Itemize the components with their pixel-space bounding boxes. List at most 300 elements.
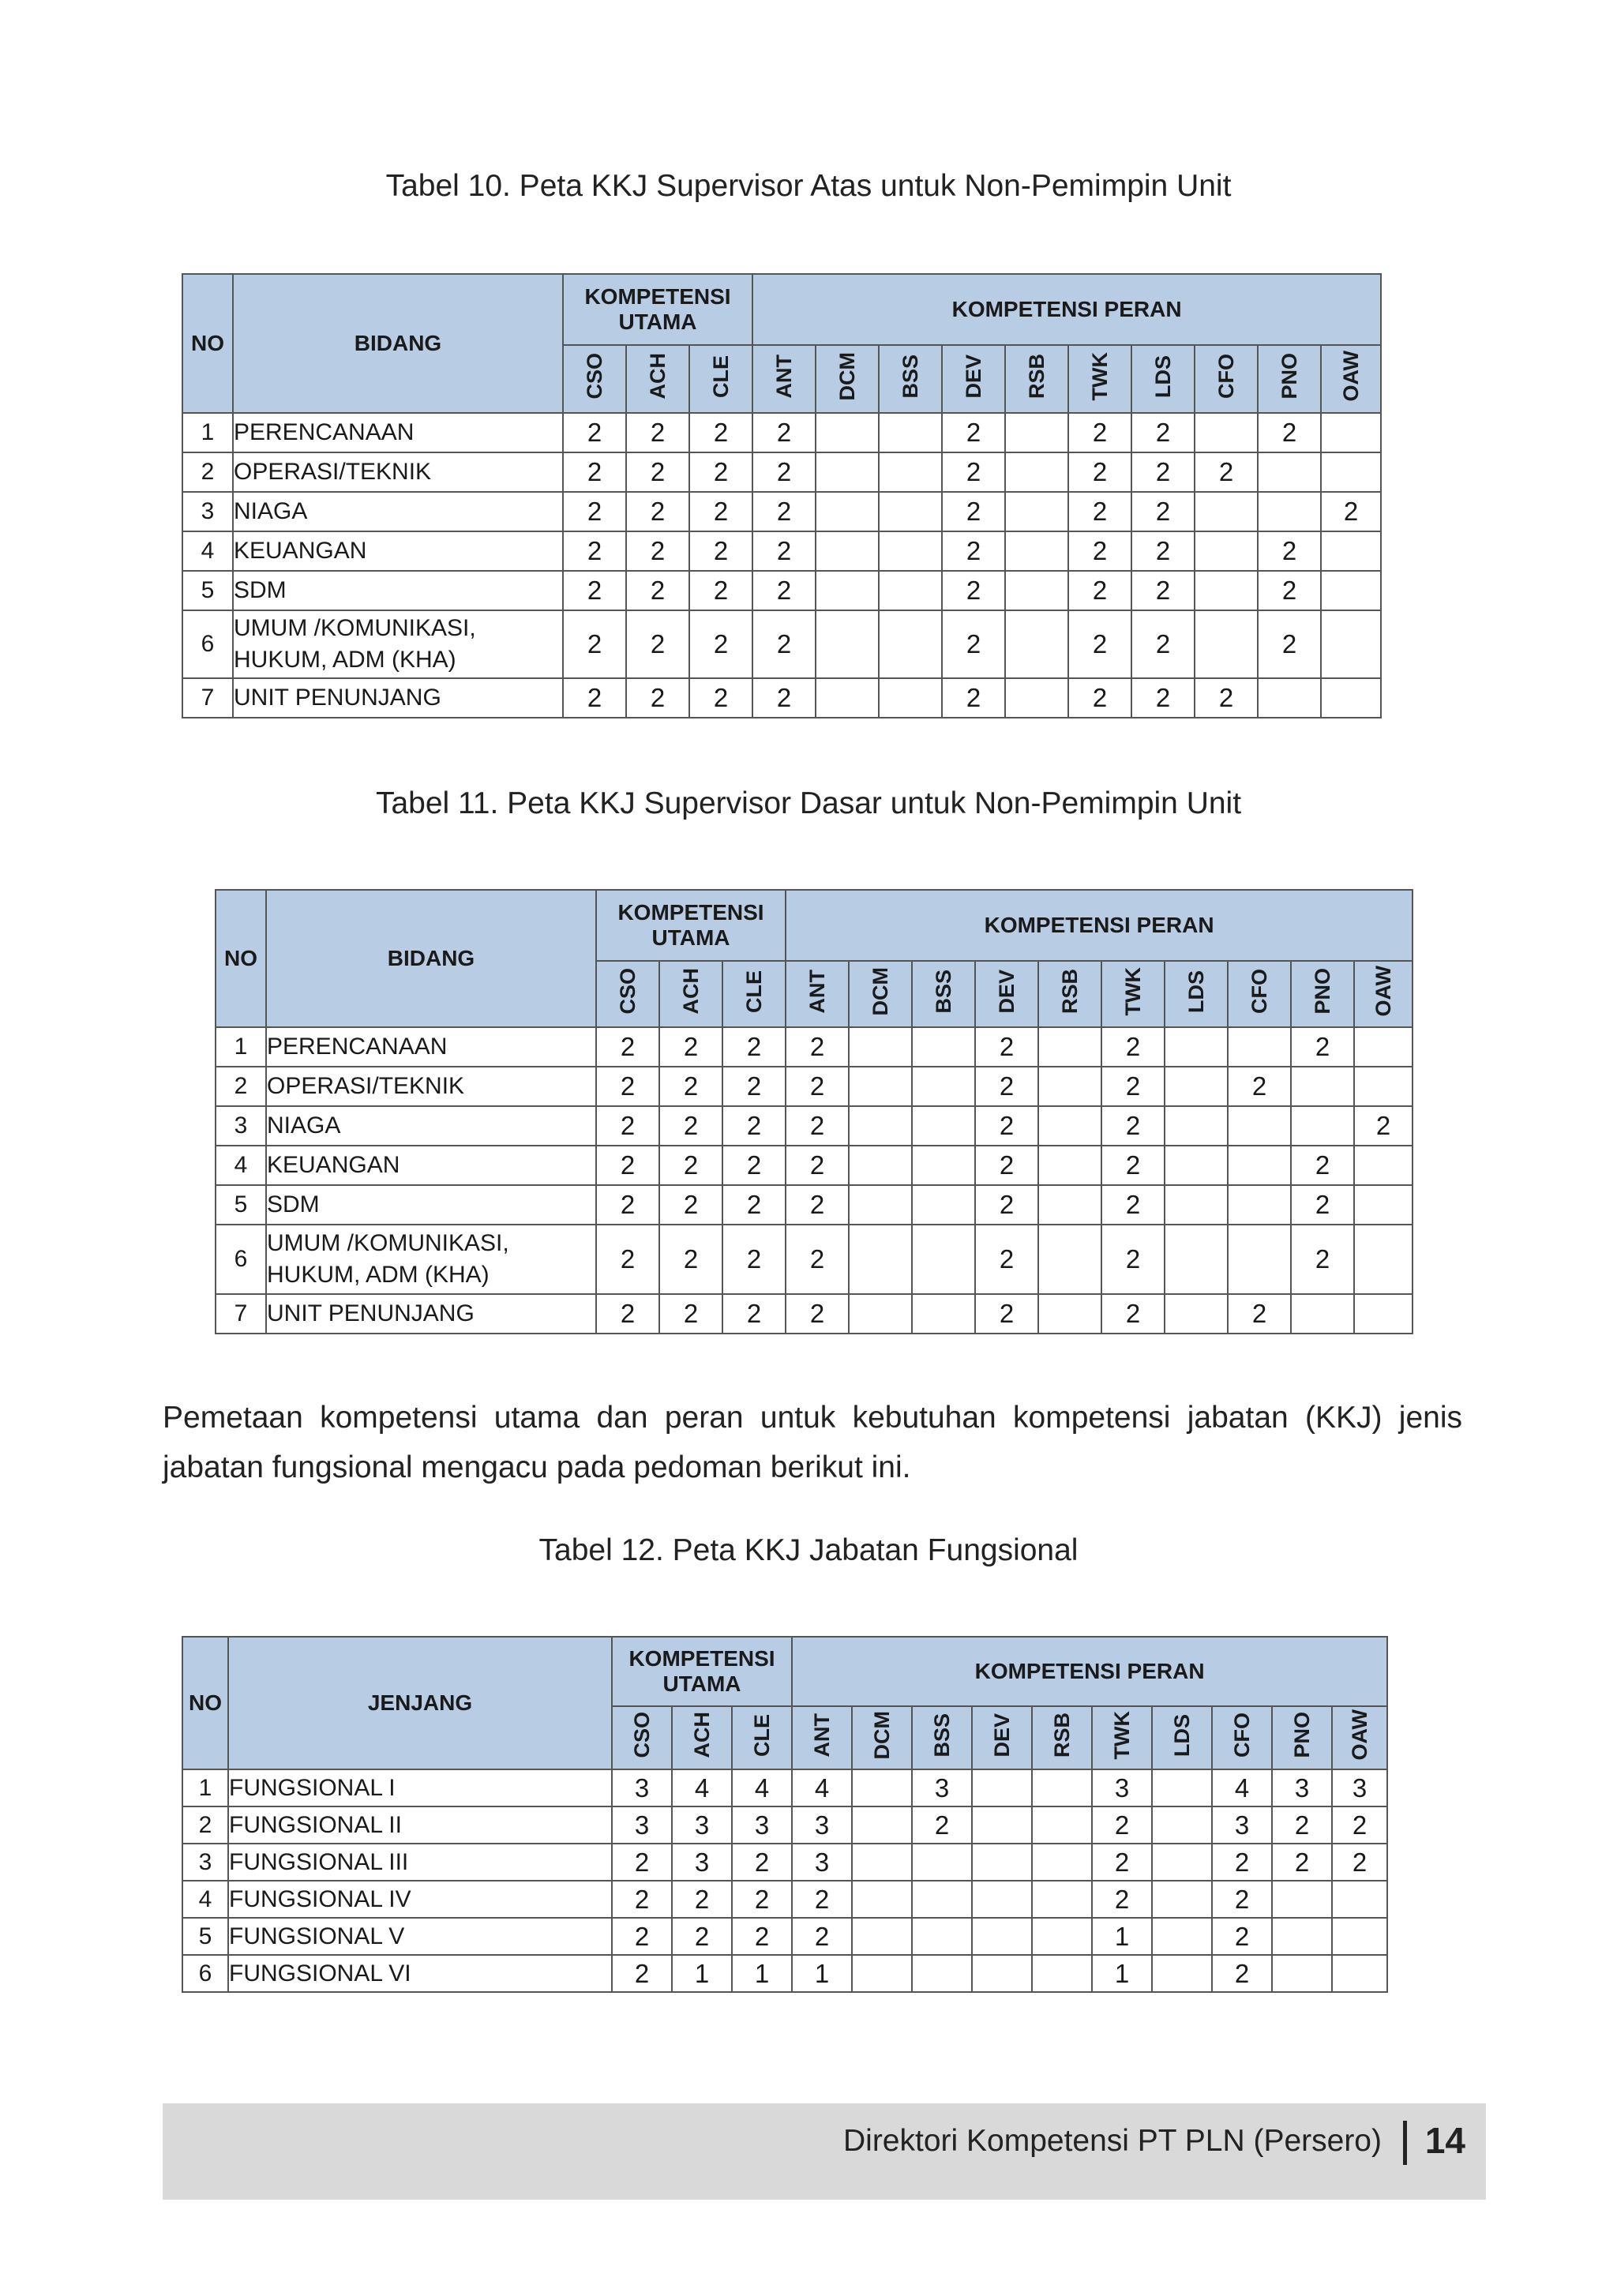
cell-oaw bbox=[1332, 1918, 1387, 1955]
table-row bbox=[182, 492, 1381, 531]
cell-twk: 2 bbox=[1101, 1146, 1165, 1185]
col-header-label: RSB bbox=[1024, 353, 1049, 399]
cell-cfo bbox=[1195, 571, 1258, 610]
cell-dev: 2 bbox=[942, 452, 1005, 492]
col-header-label: CSO bbox=[582, 353, 606, 400]
cell-oaw bbox=[1354, 1027, 1413, 1067]
row-name: FUNGSIONAL VI bbox=[228, 1955, 612, 1992]
cell-rsb bbox=[1038, 1146, 1101, 1185]
cell-rsb bbox=[1032, 1918, 1092, 1955]
cell-cso: 2 bbox=[596, 1106, 659, 1146]
cell-cfo: 2 bbox=[1212, 1955, 1272, 1992]
col-header-twk bbox=[1092, 1706, 1152, 1769]
cell-cfo: 2 bbox=[1212, 1918, 1272, 1955]
cell-ant: 2 bbox=[786, 1185, 849, 1225]
cell-oaw bbox=[1354, 1294, 1413, 1334]
cell-cle: 2 bbox=[732, 1918, 792, 1955]
cell-dcm bbox=[816, 678, 879, 718]
cell-bss bbox=[879, 571, 942, 610]
col-header-dcm bbox=[816, 345, 879, 413]
cell-twk: 2 bbox=[1101, 1067, 1165, 1106]
col-header-lds bbox=[1131, 345, 1195, 413]
cell-ach: 2 bbox=[626, 678, 689, 718]
cell-cfo bbox=[1228, 1225, 1291, 1294]
cell-bss bbox=[912, 1881, 972, 1918]
cell-ach: 3 bbox=[672, 1806, 732, 1844]
cell-twk: 2 bbox=[1068, 492, 1131, 531]
cell-dev: 2 bbox=[942, 610, 1005, 678]
cell-lds bbox=[1152, 1881, 1212, 1918]
col-header-label: ANT bbox=[771, 354, 796, 399]
table-row bbox=[182, 571, 1381, 610]
cell-lds bbox=[1152, 1806, 1212, 1844]
col-header-rsb bbox=[1005, 345, 1068, 413]
cell-cle: 2 bbox=[732, 1844, 792, 1881]
cell-cle: 2 bbox=[722, 1225, 786, 1294]
cell-twk: 1 bbox=[1092, 1955, 1152, 1992]
cell-dcm bbox=[849, 1027, 912, 1067]
cell-ach: 2 bbox=[626, 413, 689, 452]
page-footer bbox=[163, 2103, 1486, 2200]
cell-pno bbox=[1258, 678, 1321, 718]
col-header-label: CLE bbox=[708, 355, 733, 398]
cell-oaw bbox=[1354, 1146, 1413, 1185]
cell-ach: 4 bbox=[672, 1769, 732, 1806]
row-name: KEUANGAN bbox=[266, 1146, 596, 1185]
row-number: 7 bbox=[216, 1294, 266, 1334]
col-header-cfo bbox=[1195, 345, 1258, 413]
cell-oaw bbox=[1321, 571, 1381, 610]
col-header-twk bbox=[1101, 961, 1165, 1027]
bidang-header: BIDANG bbox=[233, 274, 563, 413]
row-number: 2 bbox=[182, 452, 233, 492]
cell-pno bbox=[1291, 1067, 1354, 1106]
cell-dev: 2 bbox=[975, 1027, 1038, 1067]
cell-pno: 3 bbox=[1272, 1769, 1332, 1806]
cell-cfo bbox=[1195, 531, 1258, 571]
cell-cfo: 2 bbox=[1195, 678, 1258, 718]
cell-twk: 2 bbox=[1101, 1294, 1165, 1334]
cell-cso: 3 bbox=[612, 1769, 672, 1806]
col-header-label: DCM bbox=[869, 1710, 894, 1760]
cell-cso: 2 bbox=[596, 1185, 659, 1225]
cell-cle: 2 bbox=[689, 492, 752, 531]
row-name: KEUANGAN bbox=[233, 531, 563, 571]
cell-cso: 2 bbox=[612, 1955, 672, 1992]
cell-bss bbox=[912, 1918, 972, 1955]
cell-ach: 2 bbox=[626, 492, 689, 531]
row-name: SDM bbox=[233, 571, 563, 610]
table12 bbox=[182, 1636, 1388, 1993]
cell-pno bbox=[1272, 1881, 1332, 1918]
cell-lds: 2 bbox=[1131, 531, 1195, 571]
col-header-label: BSS bbox=[929, 1713, 954, 1758]
col-header-label: DEV bbox=[961, 354, 985, 399]
row-number: 4 bbox=[216, 1146, 266, 1185]
cell-twk: 2 bbox=[1092, 1806, 1152, 1844]
cell-dcm bbox=[849, 1146, 912, 1185]
cell-ant: 2 bbox=[792, 1881, 852, 1918]
cell-pno: 2 bbox=[1258, 531, 1321, 571]
col-header-ach bbox=[659, 961, 722, 1027]
cell-dcm bbox=[816, 492, 879, 531]
cell-pno bbox=[1272, 1918, 1332, 1955]
cell-cle: 2 bbox=[689, 678, 752, 718]
cell-pno: 2 bbox=[1258, 610, 1321, 678]
row-name: FUNGSIONAL IV bbox=[228, 1881, 612, 1918]
cell-bss bbox=[912, 1294, 975, 1334]
col-header-dev bbox=[942, 345, 1005, 413]
col-header-label: DEV bbox=[994, 969, 1019, 1014]
cell-cfo: 2 bbox=[1228, 1067, 1291, 1106]
cell-dev bbox=[972, 1918, 1032, 1955]
cell-ach: 2 bbox=[659, 1067, 722, 1106]
cell-rsb bbox=[1005, 452, 1068, 492]
cell-lds: 2 bbox=[1131, 452, 1195, 492]
cell-bss bbox=[912, 1067, 975, 1106]
col-header-ant bbox=[786, 961, 849, 1027]
cell-dev: 2 bbox=[975, 1225, 1038, 1294]
cell-rsb bbox=[1005, 678, 1068, 718]
cell-cso: 2 bbox=[596, 1146, 659, 1185]
col-header-label: TWK bbox=[1087, 351, 1112, 401]
row-name: PERENCANAAN bbox=[266, 1027, 596, 1067]
cell-bss bbox=[879, 492, 942, 531]
col-header-cso bbox=[563, 345, 626, 413]
cell-cfo: 4 bbox=[1212, 1769, 1272, 1806]
table-row bbox=[182, 1955, 1387, 1992]
cell-ant: 3 bbox=[792, 1844, 852, 1881]
col-header-label: DCM bbox=[835, 351, 859, 401]
cell-bss bbox=[879, 531, 942, 571]
intro-paragraph: Pemetaan kompetensi utama dan peran untuk kebutuhan kompetensi jabatan (KKJ) jenis jabatan fungsional mengacu pada pedoman berikut ini. bbox=[163, 1401, 1462, 1484]
col-header-label: CLE bbox=[749, 1713, 774, 1757]
col-header-label: PNO bbox=[1289, 1712, 1314, 1758]
cell-lds bbox=[1165, 1225, 1228, 1294]
table-row bbox=[182, 678, 1381, 718]
cell-ach: 2 bbox=[626, 571, 689, 610]
cell-cso: 2 bbox=[612, 1844, 672, 1881]
col-header-label: ACH bbox=[678, 968, 703, 1015]
cell-cfo: 2 bbox=[1228, 1294, 1291, 1334]
row-number: 2 bbox=[216, 1067, 266, 1106]
cell-dev: 2 bbox=[942, 571, 1005, 610]
col-header-label: CLE bbox=[741, 970, 766, 1013]
row-number: 5 bbox=[216, 1185, 266, 1225]
cell-ant: 2 bbox=[786, 1294, 849, 1334]
kompetensi-utama-header: KOMPETENSI UTAMA bbox=[612, 1637, 792, 1706]
col-header-cle bbox=[722, 961, 786, 1027]
cell-twk: 2 bbox=[1068, 413, 1131, 452]
kompetensi-utama-header: KOMPETENSI UTAMA bbox=[563, 274, 752, 345]
cell-oaw: 3 bbox=[1332, 1769, 1387, 1806]
cell-oaw bbox=[1354, 1067, 1413, 1106]
cell-ant: 2 bbox=[786, 1027, 849, 1067]
cell-oaw bbox=[1332, 1955, 1387, 1992]
col-header-label: DEV bbox=[989, 1713, 1014, 1758]
kompetensi-peran-header: KOMPETENSI PERAN bbox=[752, 274, 1381, 345]
col-header-bss bbox=[912, 1706, 972, 1769]
cell-oaw bbox=[1354, 1225, 1413, 1294]
cell-ant: 2 bbox=[752, 610, 816, 678]
row-number: 7 bbox=[182, 678, 233, 718]
row-number: 6 bbox=[182, 610, 233, 678]
cell-cle: 2 bbox=[722, 1106, 786, 1146]
cell-lds bbox=[1165, 1067, 1228, 1106]
cell-dev: 2 bbox=[975, 1067, 1038, 1106]
cell-cfo bbox=[1228, 1185, 1291, 1225]
cell-ach: 2 bbox=[659, 1027, 722, 1067]
no-header: NO bbox=[216, 890, 266, 1027]
cell-cle: 2 bbox=[722, 1294, 786, 1334]
bidang-header: BIDANG bbox=[266, 890, 596, 1027]
cell-lds: 2 bbox=[1131, 413, 1195, 452]
cell-dcm bbox=[816, 610, 879, 678]
table-row bbox=[182, 1806, 1387, 1844]
cell-twk: 2 bbox=[1101, 1185, 1165, 1225]
cell-ant: 2 bbox=[786, 1106, 849, 1146]
col-header-pno bbox=[1258, 345, 1321, 413]
cell-ach: 2 bbox=[626, 610, 689, 678]
kompetensi-utama-header: KOMPETENSI UTAMA bbox=[596, 890, 786, 961]
col-header-label: PNO bbox=[1310, 968, 1334, 1015]
row-name: FUNGSIONAL V bbox=[228, 1918, 612, 1955]
table-row bbox=[216, 1225, 1413, 1294]
cell-dcm bbox=[852, 1955, 912, 1992]
col-header-lds bbox=[1165, 961, 1228, 1027]
table-row bbox=[182, 531, 1381, 571]
table-row bbox=[216, 1146, 1413, 1185]
cell-ach: 2 bbox=[659, 1146, 722, 1185]
col-header-rsb bbox=[1038, 961, 1101, 1027]
cell-pno bbox=[1258, 452, 1321, 492]
row-name: UMUM /KOMUNIKASI, HUKUM, ADM (KHA) bbox=[266, 1225, 596, 1294]
cell-rsb bbox=[1032, 1806, 1092, 1844]
row-name: SDM bbox=[266, 1185, 596, 1225]
table-row bbox=[182, 452, 1381, 492]
cell-cle: 2 bbox=[689, 452, 752, 492]
table-row bbox=[216, 1294, 1413, 1334]
footer-divider bbox=[1403, 2121, 1407, 2165]
cell-cso: 2 bbox=[563, 678, 626, 718]
col-header-bss bbox=[879, 345, 942, 413]
no-header: NO bbox=[182, 274, 233, 413]
cell-twk: 1 bbox=[1092, 1918, 1152, 1955]
cell-twk: 2 bbox=[1068, 571, 1131, 610]
cell-cle: 2 bbox=[689, 571, 752, 610]
cell-ach: 1 bbox=[672, 1955, 732, 1992]
cell-ach: 2 bbox=[659, 1225, 722, 1294]
cell-dev: 2 bbox=[975, 1185, 1038, 1225]
cell-cle: 2 bbox=[689, 610, 752, 678]
col-header-label: OAW bbox=[1371, 966, 1395, 1017]
cell-cle: 2 bbox=[722, 1146, 786, 1185]
row-number: 2 bbox=[182, 1806, 228, 1844]
col-header-label: LDS bbox=[1150, 355, 1175, 398]
cell-dev: 2 bbox=[942, 413, 1005, 452]
cell-dcm bbox=[852, 1806, 912, 1844]
row-number: 1 bbox=[182, 1769, 228, 1806]
cell-cle: 4 bbox=[732, 1769, 792, 1806]
cell-bss bbox=[912, 1955, 972, 1992]
cell-pno: 2 bbox=[1291, 1027, 1354, 1067]
cell-lds bbox=[1165, 1185, 1228, 1225]
cell-ach: 2 bbox=[659, 1185, 722, 1225]
cell-bss bbox=[912, 1146, 975, 1185]
col-header-label: LDS bbox=[1169, 1713, 1194, 1757]
row-number: 1 bbox=[216, 1027, 266, 1067]
cell-cfo bbox=[1195, 492, 1258, 531]
cell-pno: 2 bbox=[1291, 1185, 1354, 1225]
cell-lds bbox=[1152, 1918, 1212, 1955]
cell-lds bbox=[1165, 1294, 1228, 1334]
col-header-label: ACH bbox=[689, 1712, 714, 1758]
cell-bss bbox=[879, 610, 942, 678]
table-row bbox=[182, 413, 1381, 452]
row-name: UMUM /KOMUNIKASI, HUKUM, ADM (KHA) bbox=[233, 610, 563, 678]
cell-bss bbox=[879, 413, 942, 452]
cell-cso: 2 bbox=[612, 1881, 672, 1918]
cell-ant: 2 bbox=[786, 1146, 849, 1185]
col-header-label: BSS bbox=[931, 969, 955, 1014]
col-header-label: OAW bbox=[1338, 351, 1363, 402]
cell-dev: 2 bbox=[975, 1146, 1038, 1185]
cell-lds: 2 bbox=[1131, 678, 1195, 718]
cell-twk: 2 bbox=[1101, 1027, 1165, 1067]
row-name: FUNGSIONAL I bbox=[228, 1769, 612, 1806]
cell-pno: 2 bbox=[1258, 413, 1321, 452]
cell-ant: 2 bbox=[752, 678, 816, 718]
cell-bss bbox=[912, 1027, 975, 1067]
cell-cle: 2 bbox=[732, 1881, 792, 1918]
page-number: 14 bbox=[1424, 2120, 1465, 2161]
col-header-label: TWK bbox=[1120, 966, 1145, 1016]
cell-oaw bbox=[1321, 413, 1381, 452]
cell-lds: 2 bbox=[1131, 492, 1195, 531]
cell-rsb bbox=[1032, 1769, 1092, 1806]
table11-caption: Tabel 11. Peta KKJ Supervisor Dasar untuk Non-Pemimpin Unit bbox=[375, 786, 1242, 820]
cell-ach: 2 bbox=[672, 1918, 732, 1955]
cell-rsb bbox=[1032, 1881, 1092, 1918]
cell-oaw: 2 bbox=[1332, 1844, 1387, 1881]
cell-cfo: 2 bbox=[1212, 1881, 1272, 1918]
cell-bss bbox=[879, 452, 942, 492]
col-header-pno bbox=[1272, 1706, 1332, 1769]
col-header-twk bbox=[1068, 345, 1131, 413]
cell-rsb bbox=[1032, 1844, 1092, 1881]
row-number: 3 bbox=[216, 1106, 266, 1146]
col-header-pno bbox=[1291, 961, 1354, 1027]
cell-twk: 2 bbox=[1068, 678, 1131, 718]
cell-twk: 2 bbox=[1092, 1844, 1152, 1881]
cell-pno: 2 bbox=[1291, 1146, 1354, 1185]
col-header-lds bbox=[1152, 1706, 1212, 1769]
col-header-cfo bbox=[1228, 961, 1291, 1027]
cell-bss bbox=[879, 678, 942, 718]
row-number: 6 bbox=[216, 1225, 266, 1294]
cell-dcm bbox=[849, 1225, 912, 1294]
cell-dcm bbox=[852, 1918, 912, 1955]
cell-twk: 2 bbox=[1101, 1225, 1165, 1294]
cell-ant: 2 bbox=[752, 571, 816, 610]
col-header-label: CFO bbox=[1247, 969, 1271, 1014]
cell-cso: 2 bbox=[563, 610, 626, 678]
col-header-bss bbox=[912, 961, 975, 1027]
cell-cle: 2 bbox=[689, 531, 752, 571]
table-row bbox=[182, 1918, 1387, 1955]
cell-cfo bbox=[1195, 610, 1258, 678]
cell-oaw bbox=[1321, 678, 1381, 718]
cell-cso: 2 bbox=[563, 413, 626, 452]
cell-ant: 2 bbox=[786, 1225, 849, 1294]
cell-rsb bbox=[1032, 1955, 1092, 1992]
cell-cfo bbox=[1228, 1027, 1291, 1067]
col-header-oaw bbox=[1321, 345, 1381, 413]
cell-dcm bbox=[849, 1106, 912, 1146]
row-name: UNIT PENUNJANG bbox=[233, 678, 563, 718]
cell-pno: 2 bbox=[1272, 1806, 1332, 1844]
cell-dcm bbox=[852, 1844, 912, 1881]
col-header-ach bbox=[672, 1706, 732, 1769]
row-name: OPERASI/TEKNIK bbox=[266, 1067, 596, 1106]
table10 bbox=[182, 273, 1382, 718]
cell-ant: 2 bbox=[752, 531, 816, 571]
cell-bss bbox=[912, 1844, 972, 1881]
col-header-label: CSO bbox=[629, 1712, 654, 1758]
cell-rsb bbox=[1005, 610, 1068, 678]
cell-bss: 2 bbox=[912, 1806, 972, 1844]
cell-pno: 2 bbox=[1291, 1225, 1354, 1294]
row-name: FUNGSIONAL III bbox=[228, 1844, 612, 1881]
col-header-dcm bbox=[852, 1706, 912, 1769]
cell-dcm bbox=[816, 413, 879, 452]
cell-dcm bbox=[849, 1294, 912, 1334]
col-header-label: DCM bbox=[868, 966, 892, 1016]
col-header-cfo bbox=[1212, 1706, 1272, 1769]
row-number: 3 bbox=[182, 492, 233, 531]
col-header-label: CSO bbox=[615, 968, 640, 1015]
row-name: PERENCANAAN bbox=[233, 413, 563, 452]
cell-dcm bbox=[816, 531, 879, 571]
col-header-label: PNO bbox=[1277, 353, 1301, 400]
cell-cso: 2 bbox=[563, 531, 626, 571]
cell-dev: 2 bbox=[942, 531, 1005, 571]
cell-dev bbox=[972, 1844, 1032, 1881]
kompetensi-peran-header: KOMPETENSI PERAN bbox=[792, 1637, 1387, 1706]
row-number: 4 bbox=[182, 531, 233, 571]
col-header-ach bbox=[626, 345, 689, 413]
col-header-label: LDS bbox=[1184, 970, 1208, 1013]
cell-rsb bbox=[1038, 1106, 1101, 1146]
col-header-oaw bbox=[1332, 1706, 1387, 1769]
col-header-cle bbox=[732, 1706, 792, 1769]
col-header-dev bbox=[975, 961, 1038, 1027]
jenjang-header: JENJANG bbox=[228, 1637, 612, 1769]
cell-bss bbox=[912, 1185, 975, 1225]
cell-oaw bbox=[1321, 531, 1381, 571]
cell-ant: 1 bbox=[792, 1955, 852, 1992]
cell-dev bbox=[972, 1806, 1032, 1844]
table11 bbox=[215, 889, 1413, 1334]
cell-dev bbox=[972, 1769, 1032, 1806]
cell-lds bbox=[1152, 1769, 1212, 1806]
cell-pno bbox=[1291, 1294, 1354, 1334]
col-header-label: OAW bbox=[1347, 1709, 1371, 1761]
row-name: NIAGA bbox=[266, 1106, 596, 1146]
cell-rsb bbox=[1038, 1027, 1101, 1067]
cell-pno: 2 bbox=[1258, 571, 1321, 610]
cell-oaw: 2 bbox=[1321, 492, 1381, 531]
